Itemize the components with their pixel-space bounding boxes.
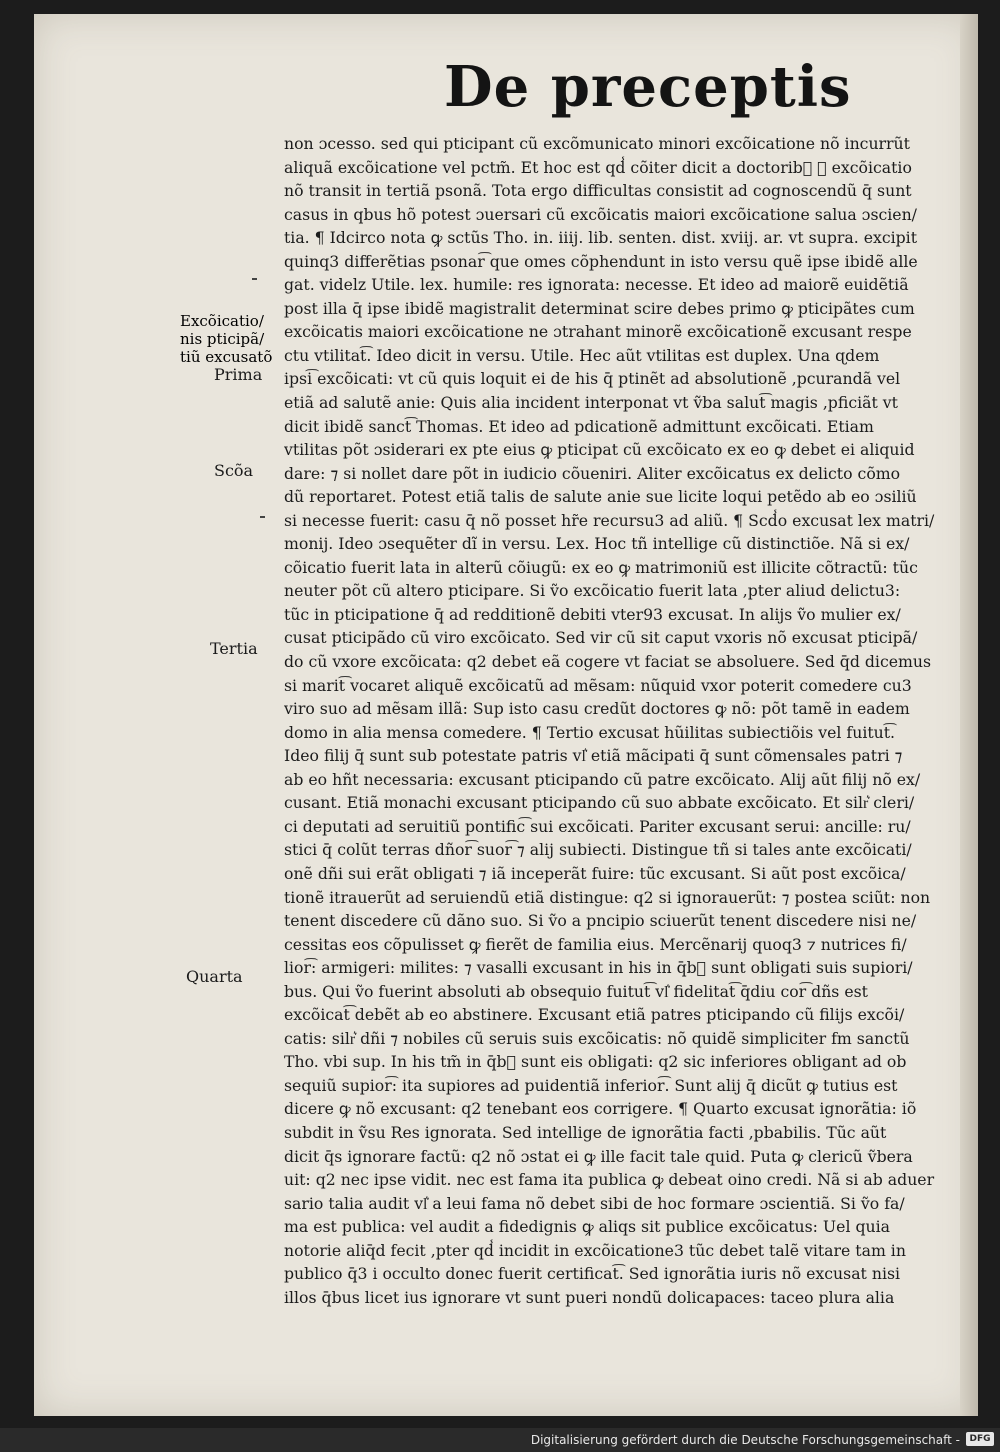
margin-note-tertia: Tertia	[210, 639, 258, 658]
text-line: si marit͡ vocaret aliquẽ excõicatũ ad mẽsam: nũquid vxor poterit comedere cu3	[284, 675, 912, 695]
text-line: dicit q̄s ignorare factũ: q2 nõ ɔstat ei ꝙ ille facit tale quid. Puta ꝙ clericũ ṽbera	[284, 1146, 913, 1166]
running-heading: De preceptis	[444, 54, 852, 120]
margin-tick	[260, 516, 265, 518]
text-line: sario talia audit vl͛ a leui fama nõ debet sibi de hoc formare ɔscientiã. Si ṽo fa/	[284, 1193, 905, 1213]
text-line: stici q̄ colũt terras dñor͡ suor͡ ⁊ alij subiecti. Distingue tñ si tales ante excõicati/	[284, 840, 912, 860]
text-line: illos q̄bus licet ius ignorare vt sunt pueri nondũ dolicapaces: taceo plura alia	[284, 1287, 895, 1307]
text-line: ipsi͡ excõicati: vt cũ quis loquit ei de his q̄ ptinẽt ad absolutionẽ ,pcurandã vel	[284, 369, 901, 389]
text-line: do cũ vxore excõicata: q2 debet eã cogere vt faciat se absoluere. Sed q̄d dicemus	[284, 652, 932, 672]
text-line: catis: silr͛ dñi ⁊ nobiles cũ seruis suis excõicatis: nõ quidẽ simpliciter fm sanctũ	[284, 1028, 910, 1048]
margin-note-line: nis pticipã/	[180, 330, 265, 348]
text-line: quinq3 differẽtias psonar͡ que omes cõphendunt in isto versu quẽ ipse ibidẽ alle	[284, 251, 918, 271]
text-line: post illa q̄ ipse ibidẽ magistralit determinat scire debes primo ꝙ pticipãtes cum	[284, 298, 915, 318]
text-line: dũ reportaret. Potest etiã talis de salute anie sue licite loqui petẽdo ab eo ɔsiliũ	[284, 487, 917, 507]
funding-credit: Digitalisierung gefördert durch die Deutsche Forschungsgemeinschaft -	[530, 1433, 960, 1447]
dfg-logo: DFG	[966, 1432, 994, 1446]
text-line: excõicatis maiori excõicatione ne ɔtrahant minorẽ excõicationẽ excusant respe	[284, 322, 912, 342]
margin-note-prima: Prima	[214, 365, 263, 384]
text-line: domo in alia mensa comedere. ¶ Tertio excusat hũilitas subiectiõis vel fuitut͡.	[284, 722, 896, 742]
text-line: cusant. Etiã monachi excusant pticipando cũ suo abbate excõicato. Et silr͛ cleri/	[284, 793, 915, 813]
main-text-block	[284, 132, 974, 1309]
text-line: bus. Qui ṽo fuerint absoluti ab obsequio fuitut͡ vl͛ fidelitat͡ q̄diu cor͡ dñs est	[284, 981, 868, 1001]
text-line: viro suo ad mẽsam illã: Sup isto casu credũt doctores ꝙ nõ: põt tamẽ in eadem	[284, 699, 910, 719]
text-line: tionẽ itrauerũt ad seruiendũ etiã distingue: q2 si ignorauerũt: ⁊ postea sciũt: non	[284, 887, 931, 907]
text-line: non ɔcesso. sed qui pticipant cũ excõmunicato minori excõicatione nõ incurrũt	[284, 134, 910, 153]
margin-note-line: tiũ excusatõ	[180, 348, 273, 366]
text-line: ma est publica: vel audit a fidedignis ꝙ aliqs sit publice excõicatus: Uel quia	[284, 1217, 890, 1237]
text-line: cessitas eos cõpulisset ꝙ fierẽt de familia eius. Mercẽnarij quoq3 ⁊ nutrices fi/	[284, 934, 907, 954]
book-page	[34, 14, 978, 1416]
text-line: excõicat͡ debẽt ab eo abstinere. Excusant etiã patres pticipando cũ filijs excõi/	[284, 1005, 905, 1025]
text-line: gat. videlz Utile. lex. humile: res ignorata: necesse. Et ideo ad maiorẽ euidẽtiã	[284, 275, 909, 295]
text-line: ci deputati ad seruitiũ pontific͡ sui excõicati. Pariter excusant serui: ancille: ru/	[284, 816, 911, 836]
text-line: ctu vtilitat͡. Ideo dicit in versu. Utile. Hec aũt vtilitas est duplex. Una ɋdem	[284, 345, 880, 365]
text-line: notorie aliq̄d fecit ,pter qd̾ incidit in excõicatione3 tũc debet talẽ vitare tam in	[284, 1240, 906, 1260]
text-line: casus in qbus hõ potest ɔuersari cũ excõicatis maiori excõicatione salua ɔscien/	[284, 204, 917, 224]
text-line: publico q̄3 i occulto donec fuerit certificat͡. Sed ignorãtia iuris nõ excusat nisi	[284, 1264, 901, 1284]
text-line: tũc in pticipatione q̄ ad redditionẽ debiti vter93 excusat. In alijs ṽo mulier ex/	[284, 604, 901, 624]
text-line: tia. ¶ Idcirco nota ꝙ sctũs Tho. in. iiij. lib. senten. dist. xviij. ar. vt supra. excipit	[284, 228, 917, 248]
text-line: dicere ꝙ nõ excusant: q2 tenebant eos corrigere. ¶ Quarto excusat ignorãtia: iõ	[284, 1099, 917, 1119]
margin-note-excommunicatio	[180, 312, 272, 366]
text-line: ab eo hñt necessaria: excusant pticipando cũ patre excõicato. Alij aũt filij nõ ex/	[284, 769, 921, 789]
text-line: Ideo filij q̄ sunt sub potestate patris vl͛ etiã mãcipati q̄ sunt cõmensales patri ⁊	[284, 746, 903, 766]
text-line: monij. Ideo ɔsequẽter dĩ in versu. Lex. Hoc tñ intellige cũ distinctiõe. Nã si ex/	[284, 534, 910, 554]
text-line: vtilitas põt ɔsiderari ex pte eius ꝙ pticipat cũ excõicato ex eo ꝙ debet ei aliquid	[284, 440, 915, 460]
footer-bar	[0, 1428, 1000, 1452]
text-line: uit: q2 nec ipse vidit. nec est fama ita publica ꝙ debeat oino credi. Nã si ab aduer	[284, 1170, 935, 1190]
text-line: Tho. vbi sup. In his tm̃ in q̄b᷑ sunt eis obligati: q2 sic inferiores obligant ad ob	[284, 1052, 907, 1072]
text-line: tenent discedere cũ dãno suo. Si ṽo a pncipio sciuerũt tenent discedere nisi ne/	[284, 911, 917, 931]
text-line: etiã ad salutẽ anie: Quis alia incident interponat vt ṽba salut͡ magis ,pficiãt vt	[284, 393, 898, 413]
margin-note-quarta: Quarta	[186, 967, 243, 986]
text-line: sequiũ supior͡: ita supiores ad puidentiã inferior͡. Sunt alij q̄ dicũt ꝙ tutius est	[284, 1075, 898, 1095]
text-line: dicit ibidẽ sanct͡ Thomas. Et ideo ad pdicationẽ admittunt excõicati. Etiam	[284, 416, 874, 436]
text-line: subdit in ṽsu Res ignorata. Sed intellige de ignorãtia facti ,pbabilis. Tũc aũt	[284, 1122, 887, 1142]
margin-note-line: Excõicatio/	[180, 312, 264, 330]
text-line: aliquã excõicatione vel pctm̃. Et hoc est qd̾ cõiter dicit a doctorib᷑ ꝙ excõicatio	[284, 157, 912, 177]
text-line: cõicatio fuerit lata in alterũ cõiugũ: ex eo ꝙ matrimoniũ est illicite cõtractũ: tũc	[284, 557, 918, 577]
margin-note-secunda: Scõa	[214, 461, 254, 480]
text-line: lior͡: armigeri: milites: ⁊ vasalli excusant in his in q̄b᷑ sunt obligati suis supiori/	[284, 958, 913, 978]
text-line: nõ transit in tertiã psonã. Tota ergo difficultas consistit ad cognoscendũ q̄ sunt	[284, 181, 912, 201]
text-line: neuter põt cũ altero pticipare. Si ṽo excõicatio fuerit lata ,pter aliud delictu3:	[284, 581, 901, 601]
text-line: onẽ dñi sui erãt obligati ⁊ iã inceperãt fuire: tũc excusant. Si aũt post excõica/	[284, 863, 906, 883]
text-line: cusat pticipãdo cũ viro excõicato. Sed vir cũ sit caput vxoris nõ excusat pticipã/	[284, 628, 918, 648]
text-line: si necesse fuerit: casu q̄ nõ posset hr̃e recursu3 ad aliũ. ¶ Scd̾o excusat lex matri/	[284, 510, 935, 530]
margin-tick	[252, 278, 257, 280]
text-line: dare: ⁊ si nollet dare põt in iudicio cõueniri. Aliter excõicatus ex delicto cõmo	[284, 463, 901, 483]
